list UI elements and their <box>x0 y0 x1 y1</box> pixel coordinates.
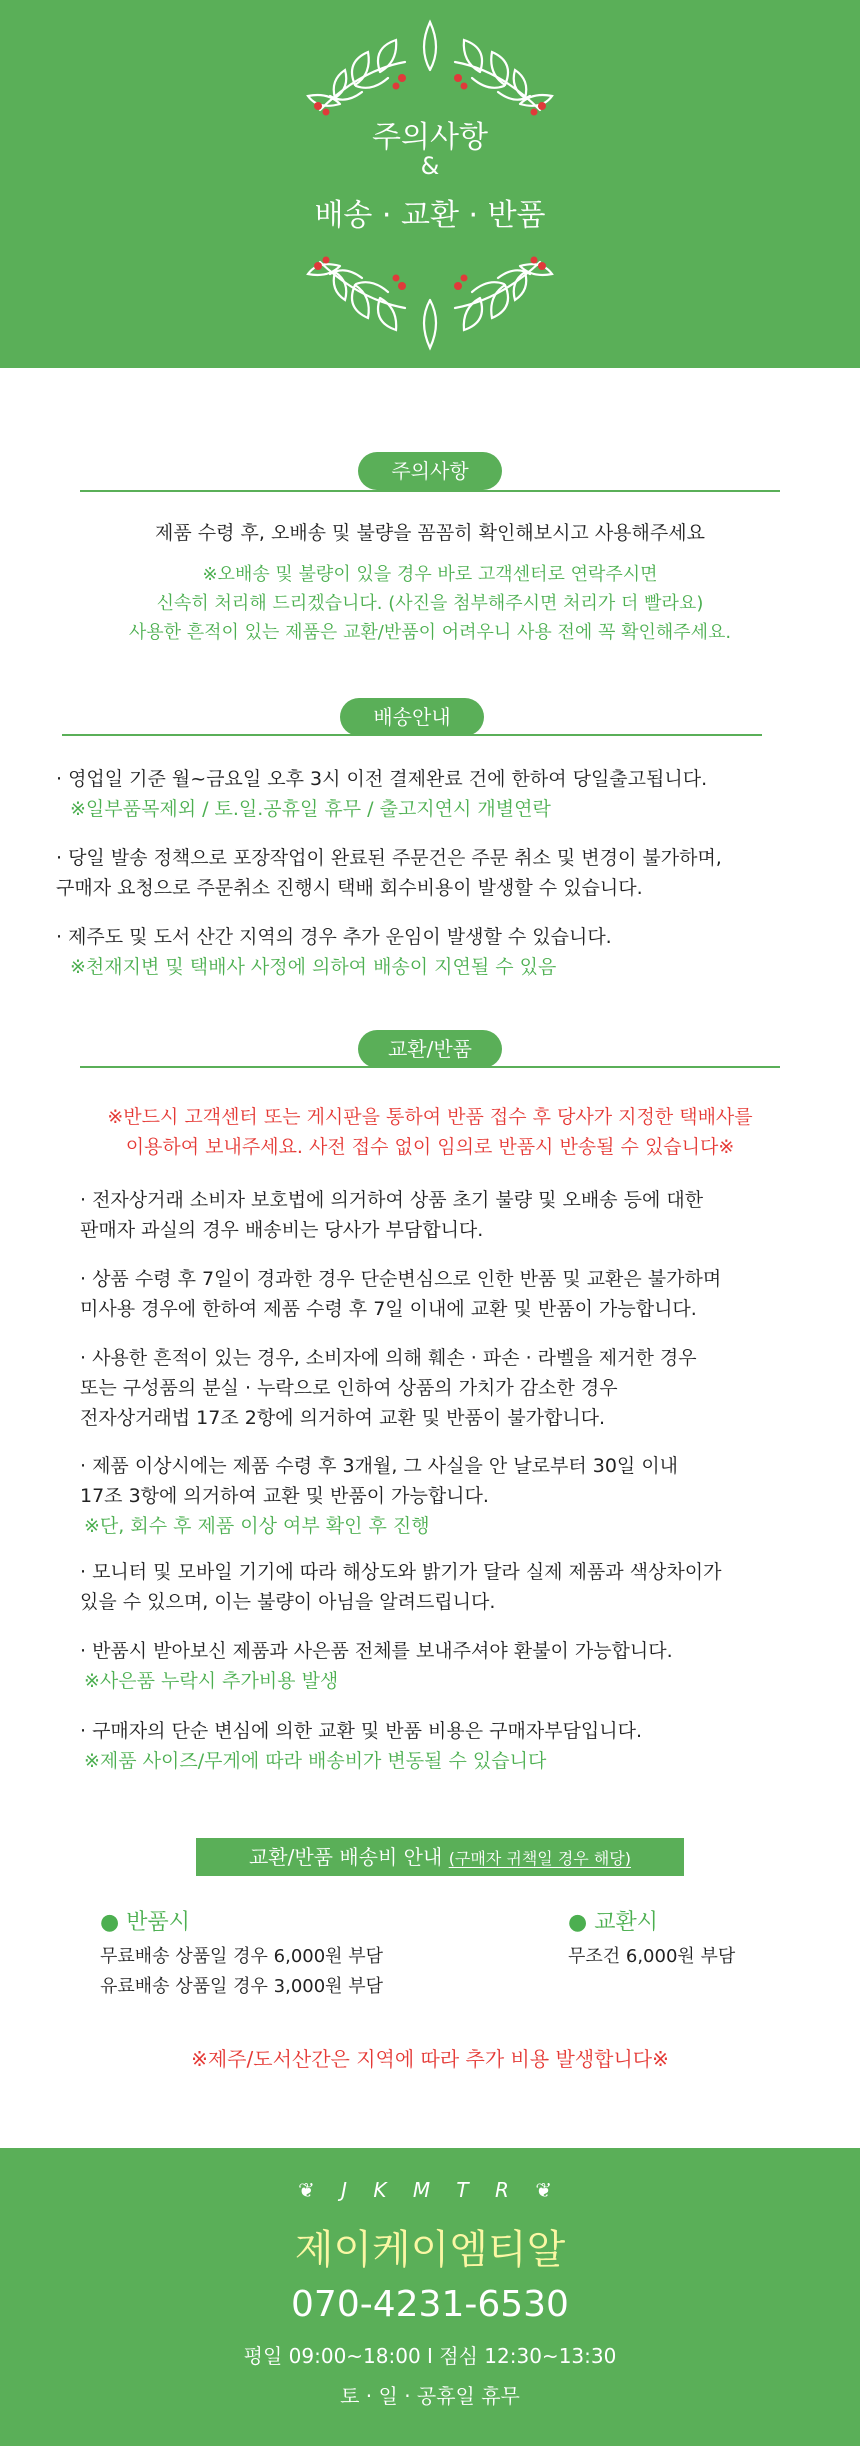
fee-guide-badge <box>196 1838 684 1876</box>
exchange-item-line: · 전자상거래 소비자 보호법에 의거하여 상품 초기 불량 및 오배송 등에 대한 <box>80 1189 704 1211</box>
caution-main-text: 제품 수령 후, 오배송 및 불량을 꼼꼼히 확인해보시고 사용해주세요 <box>155 522 705 544</box>
exchange-fee-label: ● 교환시 <box>568 1910 658 1935</box>
shipping-item <box>56 843 722 903</box>
exchange-item <box>80 1185 703 1245</box>
caution-divider <box>80 490 780 492</box>
footer-brand <box>0 2178 860 2202</box>
exchange-item <box>80 1716 642 1776</box>
exchange-item <box>80 1451 678 1541</box>
header-title-ampersand: & <box>420 152 440 180</box>
shipping-item <box>56 922 612 982</box>
shipping-item-line: · 영업일 기준 월~금요일 오후 3시 이전 결제완료 건에 한하여 당일출고됩니다. <box>56 768 708 790</box>
leaf-wreath-decoration <box>0 0 860 368</box>
exchange-item-line: · 모니터 및 모바일 기기에 따라 해상도와 밝기가 달라 실제 제품과 색상차이가 <box>80 1561 722 1583</box>
caution-heading: 주의사항 <box>358 452 502 490</box>
exchange-item-line: · 상품 수령 후 7일이 경과한 경우 단순변심으로 인한 반품 및 교환은 불가하며 <box>80 1268 722 1290</box>
exchange-heading: 교환/반품 <box>358 1030 502 1068</box>
exchange-item-line: 판매자 과실의 경우 배송비는 당사가 부담합니다. <box>80 1219 484 1241</box>
footer-company-name: 제이케이엠티알 <box>294 2227 566 2273</box>
exchange-item-note: ※제품 사이즈/무게에 따라 배송비가 변동될 수 있습니다 <box>84 1750 547 1772</box>
exchange-item-line: 17조 3항에 의거하여 교환 및 반품이 가능합니다. <box>80 1485 489 1507</box>
header-title-shipping: 배송 · 교환 · 반품 <box>314 198 546 233</box>
caution-note-line: 신속히 처리해 드리겠습니다. (사진을 첨부해주시면 처리가 더 빨라요) <box>156 593 704 614</box>
return-fee-line: 유료배송 상품일 경우 3,000원 부담 <box>100 1976 384 1997</box>
shipping-item-note: ※천재지변 및 택배사 사정에 의하여 배송이 지연될 수 있음 <box>70 956 557 978</box>
return-fee-details <box>100 1942 383 2002</box>
exchange-warning-line: ※반드시 고객센터 또는 게시판을 통하여 반품 접수 후 당사가 지정한 택배사를 <box>107 1106 753 1128</box>
exchange-item <box>80 1343 697 1433</box>
brand-name: J K M T R <box>341 2178 519 2202</box>
footer-phone[interactable]: 070-4231-6530 <box>291 2284 569 2325</box>
exchange-item <box>80 1636 673 1696</box>
exchange-warning-line: 이용하여 보내주세요. 사전 접수 없이 임의로 반품시 반송될 수 있습니다※ <box>125 1136 735 1158</box>
exchange-item-line: · 반품시 받아보신 제품과 사은품 전체를 보내주셔야 환불이 가능합니다. <box>80 1640 673 1662</box>
shipping-item-line: 구매자 요청으로 주문취소 진행시 택배 회수비용이 발생할 수 있습니다. <box>56 877 643 899</box>
exchange-item-line: 또는 구성품의 분실 · 누락으로 인하여 상품의 가치가 감소한 경우 <box>80 1377 618 1399</box>
island-fee-notice: ※제주/도서산간은 지역에 따라 추가 비용 발생합니다※ <box>191 2047 669 2071</box>
caution-note <box>0 560 860 647</box>
shipping-item-note: ※일부품목제외 / 토.일.공휴일 휴무 / 출고지연시 개별연락 <box>70 798 551 820</box>
exchange-item-line: · 사용한 흔적이 있는 경우, 소비자에 의해 훼손 · 파손 · 라벨을 제거한 경우 <box>80 1347 697 1369</box>
exchange-fee-line: 무조건 6,000원 부담 <box>568 1946 736 1967</box>
shipping-item-line: · 당일 발송 정책으로 포장작업이 완료된 주문건은 주문 취소 및 변경이 불가하며, <box>56 847 722 869</box>
caution-note-line: 사용한 흔적이 있는 제품은 교환/반품이 어려우니 사용 전에 꼭 확인해주세요. <box>128 622 732 643</box>
exchange-item-line: 있을 수 있으며, 이는 불량이 아님을 알려드립니다. <box>80 1591 496 1613</box>
caution-note-line: ※오배송 및 불량이 있을 경우 바로 고객센터로 연락주시면 <box>202 564 658 585</box>
fee-guide-title: 교환/반품 배송비 안내 <box>248 1845 443 1869</box>
exchange-item-line: 미사용 경우에 한하여 제품 수령 후 7일 이내에 교환 및 반품이 가능합니다. <box>80 1298 697 1320</box>
exchange-item <box>80 1557 721 1617</box>
return-fee-label: ● 반품시 <box>100 1910 190 1935</box>
header-banner <box>0 0 860 368</box>
shipping-item-line: · 제주도 및 도서 산간 지역의 경우 추가 운임이 발생할 수 있습니다. <box>56 926 612 948</box>
shipping-heading: 배송안내 <box>340 698 484 736</box>
shipping-item <box>56 764 707 824</box>
footer-hours: 평일 09:00~18:00 I 점심 12:30~13:30 <box>243 2344 617 2368</box>
footer-closed: 토 · 일 · 공휴일 휴무 <box>340 2384 520 2408</box>
exchange-item-line: 전자상거래법 17조 2항에 의거하여 교환 및 반품이 불가합니다. <box>80 1407 606 1429</box>
exchange-item-line: · 구매자의 단순 변심에 의한 교환 및 반품 비용은 구매자부담입니다. <box>80 1720 642 1742</box>
exchange-warning <box>0 1102 860 1162</box>
fee-guide-subtitle: (구매자 귀책일 경우 해당) <box>448 1849 631 1868</box>
leaf-right-icon: ❦ <box>535 2178 563 2202</box>
exchange-item-line: · 제품 이상시에는 제품 수령 후 3개월, 그 사실을 안 날로부터 30일 이내 <box>80 1455 679 1477</box>
header-title-caution: 주의사항 <box>372 120 488 155</box>
exchange-item-note: ※사은품 누락시 추가비용 발생 <box>84 1670 339 1692</box>
exchange-item-note: ※단, 회수 후 제품 이상 여부 확인 후 진행 <box>84 1515 430 1537</box>
leaf-left-icon: ❦ <box>297 2178 325 2202</box>
footer <box>0 2148 860 2446</box>
return-fee-line: 무료배송 상품일 경우 6,000원 부담 <box>100 1946 384 1967</box>
exchange-item <box>80 1264 721 1324</box>
